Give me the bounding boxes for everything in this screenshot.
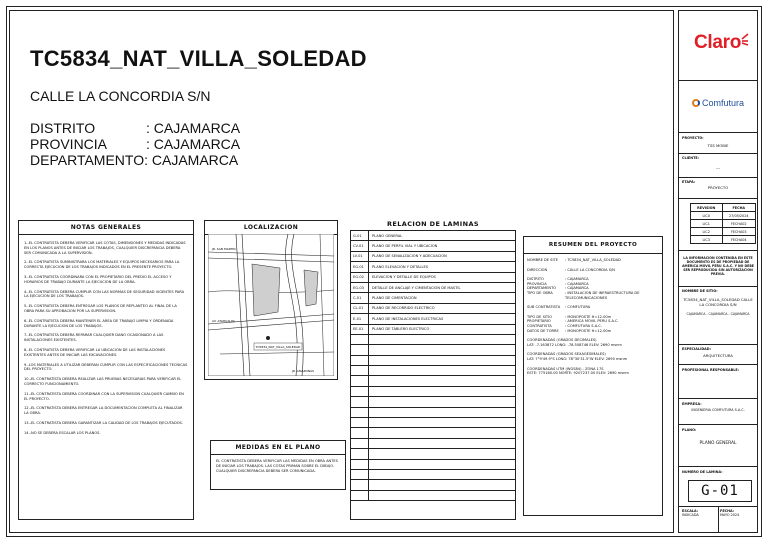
note-item: 13.-EL CONTRATISTA DEBERA GARANTIZAR LA CALIDAD DE LOS TRABAJOS EJECUTADOS. — [24, 420, 183, 425]
specialty-value: ARQUITECTURA — [703, 353, 733, 358]
project-label: PROYECTO: — [682, 136, 704, 140]
summary-key: SUB CONTRATISTA — [527, 305, 561, 310]
company-label: EMPRESA: — [682, 402, 702, 406]
sheet-code — [351, 345, 369, 354]
sheet-row — [351, 293, 515, 303]
sheet-row — [351, 314, 515, 324]
sheet-row — [351, 428, 515, 438]
sheet-code: CV-01 — [351, 241, 369, 250]
comfutura-wordmark: Comfutura — [702, 98, 745, 108]
divider — [678, 177, 758, 178]
summary-value: : CAJAMARCA — [565, 281, 589, 286]
scale-cell — [682, 509, 718, 518]
summary-key: DISTRITO — [527, 277, 544, 282]
distrito-label: DISTRITO — [30, 120, 96, 136]
sheet-code: C-01 — [351, 293, 369, 302]
summary-value: : MONOPOSTE H=12.00m — [565, 314, 612, 319]
sheet-code — [351, 387, 369, 396]
summary-row — [524, 258, 662, 263]
sheet-description: PLANO DE TABLERO ELECTRICO — [372, 327, 430, 332]
sheet-code — [351, 366, 369, 375]
revision-row — [691, 236, 756, 244]
divider — [678, 132, 758, 133]
sheet-row — [351, 376, 515, 386]
summary-row — [524, 268, 662, 273]
note-item: 3.-EL CONTRATISTA COORDINARA CON EL PROPIETARIO DEL PREDIO EL ACCESO Y HORARIOS DE TRABAJO DURANTE LA EJECUCION DE LA OBRA. — [24, 274, 172, 284]
project-value: TSS MOBIE — [707, 143, 729, 148]
claro-logo — [694, 32, 741, 54]
revision-table — [690, 203, 756, 244]
summary-row — [524, 329, 662, 334]
revision-header-row — [691, 204, 756, 212]
sheet-row — [351, 345, 515, 355]
date-label: FECHA: — [720, 509, 735, 513]
sheet-code — [351, 408, 369, 417]
sheet-code — [351, 439, 369, 448]
sheet-code: EG-02 — [351, 273, 369, 282]
sheet-row — [351, 283, 515, 293]
project-summary-title: RESUMEN DEL PROYECTO — [524, 237, 662, 254]
stage-label: ETAPA: — [682, 180, 696, 184]
sheet-description: PLANO DE CIMENTACION — [372, 296, 417, 301]
divider — [678, 153, 758, 154]
sheet-row — [351, 273, 515, 283]
sheet-description: DETALLE DE ANCLAJE Y CIMENTACION DE MASTIL — [372, 285, 461, 290]
revision-row — [691, 212, 756, 220]
note-item: 7.-EL CONTRATISTA DEBERA REPARAR CUALQUIER DANO OCASIONADO A LAS INSTALACIONES EXISTENTES. — [24, 333, 164, 343]
sheet-row — [351, 335, 515, 345]
revision-date: 27/05/2024 — [722, 212, 755, 220]
provincia-label: PROVINCIA — [30, 136, 108, 152]
summary-value: : CAJAMARCA — [565, 286, 589, 291]
sheet-row — [351, 304, 515, 314]
coordinate-values: LAT: -7.163872 LONG: -78.508746 ELEV: 2690 msnm — [527, 342, 622, 347]
divider — [678, 198, 758, 199]
sheet-description: PLANO DE INSTALACIONES ELECTRICAS — [372, 316, 444, 321]
sheet-row — [351, 439, 515, 449]
note-item: 8.-EL CONTRATISTA DEBERA VERIFICAR LA UBICACION DE LAS INSTALACIONES EXISTENTES ANTES DE INICIAR LAS EXCAVACIONES. — [24, 347, 166, 357]
sheet-code: EG-01 — [351, 262, 369, 271]
sheet-row — [351, 241, 515, 251]
coordinate-values: LAT: 7°9'49.9"S LONG: 78°30'31.5"W ELEV: 2690 msnm — [527, 356, 628, 361]
revision-row — [691, 228, 756, 236]
summary-value: : AMERICA MOVIL PERU S.A.C. — [565, 319, 619, 324]
summary-value: : TC5834_NAT_VILLA_SOLEDAD — [565, 258, 621, 262]
revision-code: LIC3 — [691, 236, 723, 244]
sheet-row — [351, 491, 515, 501]
comfutura-logo — [692, 98, 744, 108]
note-item: 10.-EL CONTRATISTA DEBERA REALIZAR LAS PRUEBAS NECESARIAS PARA VERIFICAR EL CORRECTO FUNCIONAMIENTO. — [24, 377, 182, 386]
summary-key: PROPIETARIO — [527, 319, 551, 324]
provincia-row — [30, 136, 240, 152]
divider — [678, 466, 758, 467]
summary-key: NOMBRE DE SITE — [527, 258, 558, 262]
comfutura-mark-icon — [692, 99, 700, 107]
summary-key: DIRECCION — [527, 267, 548, 272]
note-item: 2.-EL CONTRATISTA SUMINISTRARA LOS MATERIALES Y EQUIPOS NECESARIOS PARA LA CORRECTA EJECUCION DE LOS TRABAJOS INDICADOS EN EL PRESENTE PROYECTO. — [24, 260, 180, 270]
drawing-label: PLANO: — [682, 428, 697, 432]
sheet-code — [351, 470, 369, 479]
sheet-row — [351, 231, 515, 241]
measures-text: EL CONTRATISTA DEBERA VERIFICAR LAS MEDIDAS EN OBRA ANTES DE INICIAR LOS TRABAJOS. LAS COTAS PRIMAN SOBRE EL DIBUJO. CUALQUIER DISCREPANCIA DEBERA SER COMUNICADA. — [216, 459, 338, 473]
sheet-description: PLANO DE RECORRIDO ELECTRICO — [372, 306, 435, 311]
note-item: 9.-LOS MATERIALES A UTILIZAR DEBERAN CUMPLIR CON LAS ESPECIFICACIONES TECNICAS DEL PROYECTO. — [24, 362, 188, 372]
sheet-code — [351, 491, 369, 500]
divider — [678, 286, 758, 287]
general-notes — [18, 220, 194, 520]
revision-header-cell: FECHA — [722, 204, 755, 212]
location-map — [208, 234, 334, 376]
client-value: --- — [715, 165, 721, 170]
sheet-code: LV-01 — [351, 252, 369, 261]
summary-key: DATOS DE TORRE — [527, 328, 559, 333]
summary-row — [524, 291, 662, 300]
coordinate-heading: COORDENADAS (GRADOS SEXAGESIMALES) — [527, 352, 606, 357]
sheet-row — [351, 480, 515, 490]
sheet-description: ELEVACION Y DETALLE DE EQUIPOS — [372, 275, 436, 280]
summary-value: : COMFUTURA — [565, 305, 591, 310]
sheet-row — [351, 418, 515, 428]
sheet-code — [351, 460, 369, 469]
location-map-title: LOCALIZACION — [205, 221, 337, 235]
sheet-list — [350, 230, 516, 520]
sheet-row — [351, 262, 515, 272]
sheet-row — [351, 252, 515, 262]
note-item: 5.-EL CONTRATISTA DEBERA ENTREGAR LOS PLANOS DE REPLANTEO AL FINAL DE LA OBRA PARA SU APROBACION POR LA SUPERVISION. — [24, 304, 177, 313]
summary-value: : CALLE LA CONCORDIA S/N — [565, 267, 615, 272]
note-item: 12.-EL CONTRATISTA DEBERA ENTREGAR LA DOCUMENTACION COMPLETA AL FINALIZAR LA OBRA. — [24, 406, 183, 416]
drawing-value: PLANO GENERAL — [699, 441, 737, 446]
measures-title: MEDIDAS EN EL PLANO — [211, 441, 345, 455]
summary-row — [524, 305, 662, 310]
sheet-code: E-01 — [351, 314, 369, 323]
note-item: 1.-EL CONTRATISTA DEBERA VERIFICAR LAS COTAS, DIMENSIONES Y MEDIDAS INDICADAS EN LOS PLANOS ANTES DE INICIAR LOS TRABAJOS, CUALQUIER DISCREPANCIA DEBERA SER COMUNICADA A LA SUPERVISION. — [24, 241, 186, 255]
site-title: TC5834_NAT_VILLA_SOLEDAD — [30, 46, 367, 71]
revision-date: FECHA04 — [722, 236, 755, 244]
company-value: INGENIERIA COMFUTURA S.A.C. — [691, 408, 745, 412]
note-item: 4.-EL CONTRATISTA DEBERA CUMPLIR CON LAS NORMAS DE SEGURIDAD VIGENTES PARA LA EJECUCION DE LOS TRABAJOS. — [24, 289, 185, 299]
sheet-number: G-01 — [688, 480, 752, 502]
location-map-box — [204, 220, 338, 380]
site-address: CALLE LA CONCORDIA S/N — [30, 88, 211, 104]
sheet-description: PLANO GENERAL — [372, 233, 403, 238]
revision-code: LIC2 — [691, 228, 723, 236]
note-item: 6.-EL CONTRATISTA DEBERA MANTENER EL AREA DE TRABAJO LIMPIA Y ORDENADA DURANTE LA EJECUCION DE LOS TRABAJOS. — [24, 318, 174, 328]
departamento-row — [30, 152, 238, 168]
sheet-row — [351, 325, 515, 335]
coordinate-values: ESTE: 775160.00 NORTE: 9207237.00 ELEV: 2690 msnm — [527, 371, 629, 376]
sheet-code — [351, 480, 369, 489]
summary-value: : CAJAMARCA — [565, 277, 589, 282]
revision-row — [691, 220, 756, 228]
sheet-row — [351, 449, 515, 459]
sheet-row — [351, 470, 515, 480]
project-summary-rows — [524, 254, 662, 333]
sheet-row — [351, 366, 515, 376]
summary-value: : MONOPOSTE H=12.00m — [565, 328, 612, 333]
date-cell — [720, 509, 756, 518]
ownership-disclaimer: LA INFORMACION CONTENIDA EN ESTE DOCUMENTO ES DE PROPIEDAD DE AMERICA MOVIL PERU S.A.C. Y NO DEBE SER REPRODUCIDA SIN AUTORIZACION PREVIA. — [682, 256, 754, 276]
sheet-code — [351, 449, 369, 458]
project-summary — [523, 236, 663, 516]
map-street-left: AV. ATAHUALPA — [212, 319, 235, 323]
distrito-row — [30, 120, 240, 136]
sheet-code — [351, 397, 369, 406]
summary-value: : COMFUTURA S.A.C. — [565, 323, 602, 328]
sheet-list-title: RELACION DE LAMINAS — [387, 220, 479, 228]
departamento-value: : CAJAMARCA — [144, 152, 239, 168]
sheet-code — [351, 376, 369, 385]
summary-key: DEPARTAMENTO — [527, 286, 557, 291]
revision-code: LIC1 — [691, 220, 723, 228]
sheet-row — [351, 408, 515, 418]
summary-value: : INSTALACION DE INFRAESTRUCTURA DE TELECOMUNICACIONES — [565, 290, 640, 300]
scale-label: ESCALA: — [682, 509, 699, 513]
sheet-code — [351, 335, 369, 344]
provincia-value: : CAJAMARCA — [146, 136, 241, 152]
date-value: MAYO 2024 — [720, 513, 740, 518]
coordinate-heading: COORDENADAS (GRADOS DECIMALES) — [527, 338, 597, 343]
claro-wordmark: Claro — [694, 32, 742, 53]
stage-value: PROYECTO — [707, 185, 729, 190]
site-name-sub: CAJAMARCA - CAJAMARCA - CAJAMARCA — [686, 312, 750, 316]
revision-date: FECHA02 — [722, 220, 755, 228]
client-label: CLIENTE: — [682, 156, 700, 160]
summary-key: PROVINCIA — [527, 281, 547, 286]
site-name-label: NOMBRE DE SITIO: — [682, 289, 718, 293]
sheet-code: EE-01 — [351, 325, 369, 334]
sheet-code — [351, 418, 369, 427]
sheet-description: PLANO DE PERFIL VIAL Y UBICACION — [372, 244, 438, 249]
sheet-code: CL-01 — [351, 304, 369, 313]
map-site-label: TC5834_NAT_VILLA_SOLEDAD — [255, 345, 301, 349]
sheet-number-label: NUMERO DE LAMINA: — [682, 470, 723, 474]
map-street-top: JR. SAN MARTIN — [212, 247, 236, 251]
general-notes-title: NOTAS GENERALES — [19, 221, 193, 235]
sheet-row — [351, 387, 515, 397]
divider — [678, 424, 758, 425]
site-name-value: TC5834_NAT_VILLA_SOLEDAD CALLE LA CONCORDIA S/N — [683, 297, 753, 307]
note-item: 11.-EL CONTRATISTA DEBERA COORDINAR CON LA SUPERVISION CUALQUIER CAMBIO EN EL PROYECTO. — [24, 391, 184, 401]
specialty-label: ESPECIALIDAD: — [682, 347, 711, 351]
map-street-bottom: JR. AMAZONAS — [292, 369, 315, 373]
revision-date: FECHA03 — [722, 228, 755, 236]
revision-header-cell: REVISION — [691, 204, 723, 212]
sheet-description: PLANO ELEVACION Y DETALLES — [372, 264, 429, 269]
divider — [718, 506, 719, 533]
sheet-row — [351, 460, 515, 470]
summary-key: TIPO DE SITIO — [527, 314, 552, 319]
sheet-code: EG-03 — [351, 283, 369, 292]
sheet-description: PLANO DE SENALIZACION Y ADECUACION — [372, 254, 447, 259]
sheet-code — [351, 428, 369, 437]
sheet-row — [351, 397, 515, 407]
sheet-row — [351, 356, 515, 366]
project-coordinates — [524, 338, 662, 376]
sheet-code: G-01 — [351, 231, 369, 240]
divider — [678, 398, 758, 399]
divider — [678, 80, 758, 81]
measures-note — [210, 440, 346, 490]
departamento-label: DEPARTAMENTO — [30, 152, 145, 168]
divider — [678, 344, 758, 345]
responsible-label: PROFESIONAL RESPONSABLE: — [682, 368, 740, 372]
claro-rays-icon — [741, 32, 749, 46]
distrito-value: : CAJAMARCA — [146, 120, 241, 136]
sheet-code — [351, 356, 369, 365]
divider — [678, 364, 758, 365]
coordinate-heading: COORDENADAS UTM (WGS84) - ZONA 17S — [527, 366, 604, 371]
revision-code: LIC0 — [691, 212, 723, 220]
summary-key: TIPO DE OBRA — [527, 290, 553, 295]
general-notes-body — [19, 235, 193, 447]
scale-value: INDICADA — [682, 513, 699, 518]
divider — [678, 250, 758, 251]
note-item: 14.-NO SE DEBERA ESCALAR LOS PLANOS. — [24, 430, 101, 435]
summary-key: CONTRATISTA — [527, 323, 552, 328]
